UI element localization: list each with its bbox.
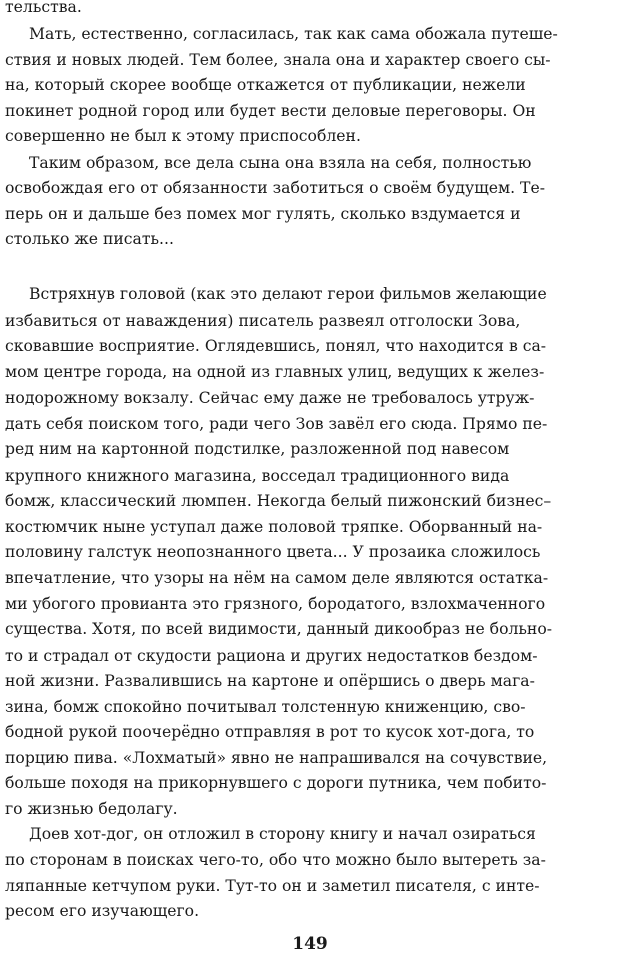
text-line: ресом его изучающего. — [5, 901, 200, 920]
text-line: избавиться от наваждения) писатель развеял отголоски Зова, — [5, 310, 521, 330]
text-line: ми убогого провианта это грязного, бородатого, взлохмаченного — [5, 593, 546, 613]
text-line: тельства. — [5, 0, 82, 16]
text-line: Доев хот-дог, он отложил в сторону книгу и начал озираться — [29, 824, 536, 844]
text-line: больше походя на прикорнувшего с дороги путника, чем побито- — [5, 773, 547, 793]
text-line: перь он и дальше без помех мог гулять, сколько вздумается и — [5, 203, 521, 223]
text-line: Встряхнув головой (как это делают герои фильмов желающие — [29, 284, 547, 304]
text-line: существа. Хотя, по всей видимости, данный дикообраз не больно- — [5, 619, 553, 639]
page-number: 149 — [292, 934, 328, 954]
text-line: Таким образом, все дела сына она взяла на себя, полностью — [29, 152, 532, 172]
text-line: бомж, классический люмпен. Некогда белый пижонский бизнес– — [5, 491, 552, 510]
text-line: то и страдал от скудости рациона и других недостатков бездом- — [5, 645, 538, 665]
text-line: половину галстук неопознанного цвета... У прозаика сложилось — [5, 542, 541, 561]
text-line: костюмчик ныне уступал даже половой тряпке. Оборванный на- — [5, 516, 543, 536]
text-line: ред ним на картонной подстилке, разложенной под навесом — [5, 439, 510, 459]
text-line: покинет родной город или будет вести деловые переговоры. Он — [5, 100, 536, 120]
text-line: на, который скорее вообще откажется от публикации, нежели — [5, 75, 526, 95]
text-line: ной жизни. Развалившись на картоне и опёршись о дверь мага- — [5, 671, 535, 691]
text-line: Мать, естественно, согласилась, так как сама обожала путеше- — [29, 24, 558, 44]
text-line: мом центре города, на одной из главных улиц, ведущих к желез- — [5, 361, 545, 381]
text-line: крупного книжного магазина, восседал традиционного вида — [5, 465, 510, 485]
text-line: зина, бомж спокойно почитывал толстенную книженцию, сво- — [5, 696, 526, 716]
text-line: сковавшие восприятие. Оглядевшись, понял, что находится в са- — [5, 336, 547, 356]
text-line: столько же писать... — [5, 229, 174, 249]
text-line: по сторонам в поисках чего-то, обо что можно было вытереть за- — [5, 850, 546, 869]
text-line: дать себя поиском того, ради чего Зов завёл его сюда. Прямо пе- — [5, 413, 548, 433]
text-line: ляпанные кетчупом руки. Тут-то он и заметил писателя, с инте- — [5, 875, 540, 895]
text-line: совершенно не был к этому приспособлен. — [5, 126, 361, 146]
text-line: освобождая его от обязанности заботиться о своём будущем. Те- — [5, 178, 546, 198]
text-line: ствия и новых людей. Тем более, знала она и характер своего сы- — [5, 49, 551, 69]
text-line: го жизнью бедолагу. — [5, 798, 178, 818]
text-line: нодорожному вокзалу. Сейчас ему даже не требовалось утруж- — [5, 388, 535, 408]
text-line: впечатление, что узоры на нём на самом деле являются остатка- — [5, 568, 549, 588]
text-line: бодной рукой поочерёдно отправляя в рот то кусок хот-дога, то — [5, 722, 535, 742]
text-line: порцию пива. «Лохматый» явно не напрашивался на сочувствие, — [5, 747, 548, 767]
